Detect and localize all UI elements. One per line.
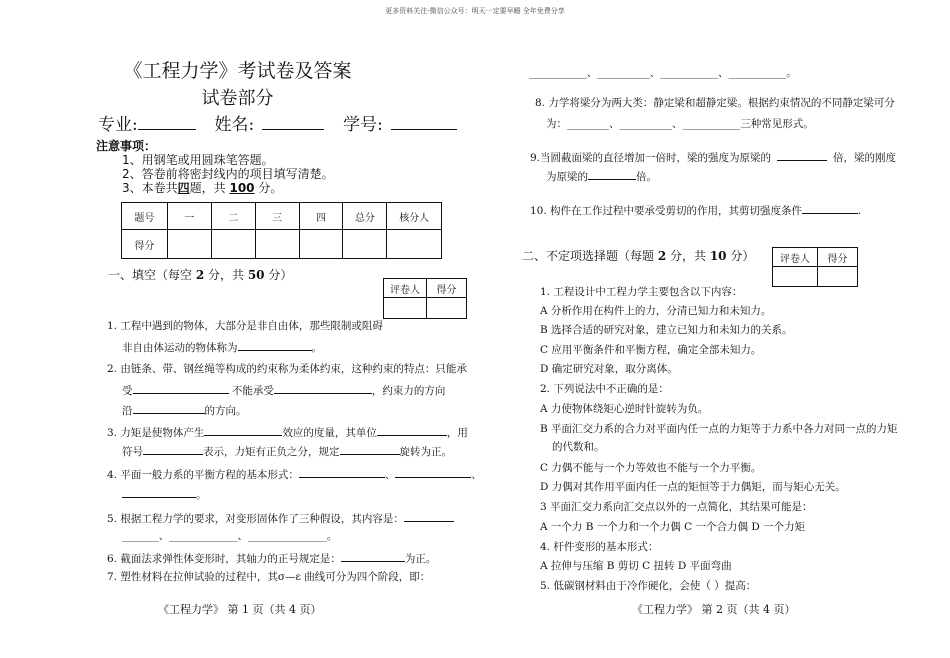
- score-table: [121, 202, 442, 259]
- id-label: 学号:: [343, 115, 383, 135]
- mc-line: 2. 下列说法中不正确的是：: [540, 383, 669, 395]
- q3-text: 符号: [122, 446, 143, 458]
- mc-line: A 拉伸与压缩 B 剪切 C 扭转 D 平面弯曲: [540, 560, 732, 572]
- grader-score-cell[interactable]: [818, 267, 858, 287]
- q9-text: 倍。: [636, 171, 657, 183]
- q10-blank[interactable]: [802, 202, 858, 214]
- q6-blank[interactable]: [341, 550, 405, 562]
- q1-text: 非自由体运动的物体称为: [122, 342, 238, 354]
- id-field[interactable]: [391, 113, 457, 130]
- q4-text: 、: [471, 469, 482, 481]
- note-2: 2、答卷前将密封线内的项目填写清楚。: [122, 167, 334, 181]
- mc-line: A 力使物体绕矩心逆时针旋转为负。: [540, 403, 709, 415]
- grader-score-cell[interactable]: [427, 298, 467, 319]
- page-footer-right: 《工程力学》 第 2 页（共 4 页）: [632, 603, 796, 616]
- mc-line: A 一个力 B 一个力和一个力偶 C 一个合力偶 D 一个力矩: [540, 521, 806, 533]
- q3-text: 表示，力矩有正负之分，规定: [203, 446, 340, 458]
- page-footer-left: 《工程力学》 第 1 页（共 4 页）: [158, 603, 322, 616]
- mc-line: 4. 杆件变形的基本形式：: [540, 541, 659, 553]
- q7-curve-symbol: σ—ε: [277, 571, 301, 583]
- q2-blank-2[interactable]: [274, 382, 372, 394]
- score-cell[interactable]: [387, 230, 442, 259]
- q4-blank-3[interactable]: [122, 486, 196, 498]
- notes-title: 注意事项：: [96, 139, 157, 153]
- q4-text: 4. 平面一般力系的平衡方程的基本形式：: [107, 469, 299, 481]
- q3-text: ，用: [446, 427, 468, 439]
- note-3: [122, 179, 282, 196]
- q6-line: [107, 550, 436, 566]
- q6-text: 为正。: [404, 553, 437, 565]
- mc-line: D 力偶对其作用平面内任一点的矩恒等于力偶矩，而与矩心无关。: [540, 481, 846, 493]
- q3-line2: [122, 443, 452, 459]
- score-cell[interactable]: [299, 230, 343, 259]
- q2-text: 的方向。: [204, 405, 247, 417]
- q8-text: 为：: [546, 118, 567, 130]
- q9-line1: [530, 149, 896, 165]
- q8-line2: [546, 117, 814, 131]
- q2-line2: [122, 382, 445, 398]
- reviewer-cell[interactable]: [384, 298, 427, 319]
- q4-line1: [107, 466, 482, 482]
- q4-blank-2[interactable]: [395, 466, 471, 478]
- major-field[interactable]: [138, 113, 196, 130]
- q2-line1: 2. 由链条、带、钢丝绳等构成的约束称为柔体约束，这种约束的特点：只能承: [107, 363, 467, 375]
- grader-box-left: [383, 278, 467, 319]
- q7-text: 7. 塑性材料在拉伸试验的过程中，其: [107, 571, 278, 583]
- score-header-cell: 核分人: [387, 203, 442, 230]
- q4-blank-1[interactable]: [299, 466, 385, 478]
- section-1-part: 一、填空（每空: [108, 268, 196, 282]
- mc-line: 5. 低碳钢材料由于冷作硬化，会使（ ）提高：: [540, 580, 757, 592]
- q3-line1: [107, 424, 468, 440]
- name-label: 姓名:: [214, 115, 255, 135]
- score-cell[interactable]: [211, 230, 255, 259]
- note-3-part: 3、本卷共: [122, 181, 178, 195]
- q10-text: 10. 构件在工作过程中要承受剪切的作用，其剪切强度条件: [530, 205, 803, 217]
- q5-line2: _______、_____________、_______________。: [122, 530, 338, 542]
- score-header-cell: 四: [299, 203, 343, 230]
- q4-line2: [122, 486, 207, 502]
- section-1-total: 50: [247, 268, 265, 282]
- q1-end: 。: [311, 342, 322, 354]
- watermark-text: 更多资料关注-微信公众号：明天一定要早睡 全年免费分享: [385, 7, 565, 15]
- mc-line: D 确定研究对象，取分离体。: [540, 363, 678, 375]
- q9-text: 为原梁的: [546, 171, 588, 183]
- mc-line: B 选择合适的研究对象，建立已知力和未知力的关系。: [540, 324, 793, 336]
- q3-text: 旋转为正。: [399, 446, 452, 458]
- mc-line: 1. 工程设计中工程力学主要包含以下内容：: [540, 286, 743, 298]
- q5-line1: [107, 510, 454, 526]
- grader-box-right: [772, 247, 858, 287]
- score-header-cell: 二: [211, 203, 255, 230]
- note-1: 1、用钢笔或用圆珠笔答题。: [122, 153, 274, 167]
- mc-line: 的代数和。: [552, 441, 605, 453]
- section-1-part: 分，共: [204, 268, 248, 282]
- q7-line: [107, 570, 430, 584]
- q1-line1: 1. 工程中遇到的物体，大部分是非自由体，那些限制或阻碍: [107, 320, 383, 332]
- q3-blank-3[interactable]: [143, 443, 203, 455]
- q5-blank-1[interactable]: [404, 510, 454, 522]
- q2-blank-1[interactable]: [133, 382, 229, 394]
- q7-blanks-continued: ___________、__________、___________、___________。: [529, 67, 797, 79]
- q9-blank-2[interactable]: [588, 168, 636, 180]
- score-header-cell: 总分: [343, 203, 387, 230]
- score-cell[interactable]: [167, 230, 211, 259]
- section-1-heading: [108, 266, 292, 283]
- section-2-part: 分）: [726, 249, 755, 263]
- q9-blank-1[interactable]: [777, 149, 827, 161]
- q7-text: 曲线可分为四个阶段，即：: [300, 571, 431, 583]
- exam-subtitle: 试卷部分: [201, 88, 274, 109]
- note-3-count: 四: [177, 181, 190, 195]
- reviewer-cell[interactable]: [773, 267, 818, 287]
- student-info-line: [98, 110, 457, 135]
- q4-text: 。: [196, 489, 207, 501]
- section-1-points: 2: [195, 268, 205, 282]
- q1-line2: [122, 339, 322, 355]
- q8-line1: 8. 力学将梁分为两大类：静定梁和超静定梁。根据约束情况的不同静定梁可分: [535, 97, 895, 109]
- reviewer-label: 评卷人: [384, 279, 427, 298]
- q2-blank-3[interactable]: [133, 402, 205, 414]
- section-2-points: 2: [657, 249, 667, 263]
- section-1-part: 分）: [264, 268, 293, 282]
- q3-blank-1[interactable]: [204, 424, 282, 436]
- q3-text: 3. 力矩是使物体产生: [107, 427, 205, 439]
- mc-line: C 应用平衡条件和平衡方程，确定全部未知力。: [540, 344, 762, 356]
- section-2-part: 分，共: [666, 249, 710, 263]
- q9-text: 倍，梁的刚度: [833, 152, 897, 164]
- note-3-part: 分。: [254, 181, 283, 195]
- score-row-label: 得分: [122, 230, 168, 259]
- q2-text: 沿: [122, 405, 133, 417]
- q10-line: [530, 202, 861, 218]
- section-2-total: 10: [709, 249, 727, 263]
- name-field[interactable]: [262, 113, 324, 130]
- score-header-cell: 题号: [122, 203, 168, 230]
- mc-line: B 平面汇交力系的合力对平面内任一点的力矩等于力系中各力对同一点的力矩: [540, 423, 898, 435]
- major-label: 专业:: [98, 115, 138, 135]
- mc-line: C 力偶不能与一个力等效也不能与一个力平衡。: [540, 462, 762, 474]
- q2-text: 不能承受: [231, 385, 274, 397]
- q1-blank[interactable]: [238, 339, 312, 351]
- q6-text: 6. 截面法求弹性体变形时，其轴力的正号规定是：: [107, 553, 341, 565]
- q8-blanks: ________、__________、___________: [567, 118, 741, 130]
- note-3-part: 题，共: [189, 181, 230, 195]
- score-label: 得分: [427, 279, 467, 298]
- section-2-heading: [522, 247, 754, 264]
- q3-text: 效应的度量，其单位: [282, 427, 377, 439]
- q5-text: 5. 根据工程力学的要求，对变形固体作了三种假设，其内容是：: [107, 513, 404, 525]
- score-cell[interactable]: [343, 230, 387, 259]
- q8-text: 三种常见形式。: [740, 118, 814, 130]
- q2-text: ，约束力的方向: [371, 385, 446, 397]
- q9-line2: [546, 168, 657, 184]
- score-header-cell: 一: [167, 203, 211, 230]
- exam-title: 《工程力学》考试卷及答案: [123, 60, 352, 82]
- note-3-total: 100: [229, 181, 255, 195]
- q2-text: 受: [122, 385, 133, 397]
- q9-text: 9.当圆截面梁的直径增加一倍时，梁的强度为原梁的: [530, 152, 772, 164]
- q3-blank-4[interactable]: [340, 443, 400, 455]
- score-header-cell: 三: [255, 203, 299, 230]
- section-2-part: 二、不定项选择题（每题: [522, 249, 658, 263]
- q10-text: .: [858, 205, 862, 217]
- q2-line3: [122, 402, 247, 418]
- mc-line: A 分析作用在构件上的力，分清已知力和未知力。: [540, 305, 772, 317]
- score-cell[interactable]: [255, 230, 299, 259]
- q3-blank-2[interactable]: [377, 424, 447, 436]
- mc-line: 3 平面汇交力系向汇交点以外的一点简化，其结果可能是：: [540, 501, 813, 513]
- score-label: 得分: [818, 248, 858, 267]
- reviewer-label: 评卷人: [773, 248, 818, 267]
- q4-text: 、: [384, 469, 396, 481]
